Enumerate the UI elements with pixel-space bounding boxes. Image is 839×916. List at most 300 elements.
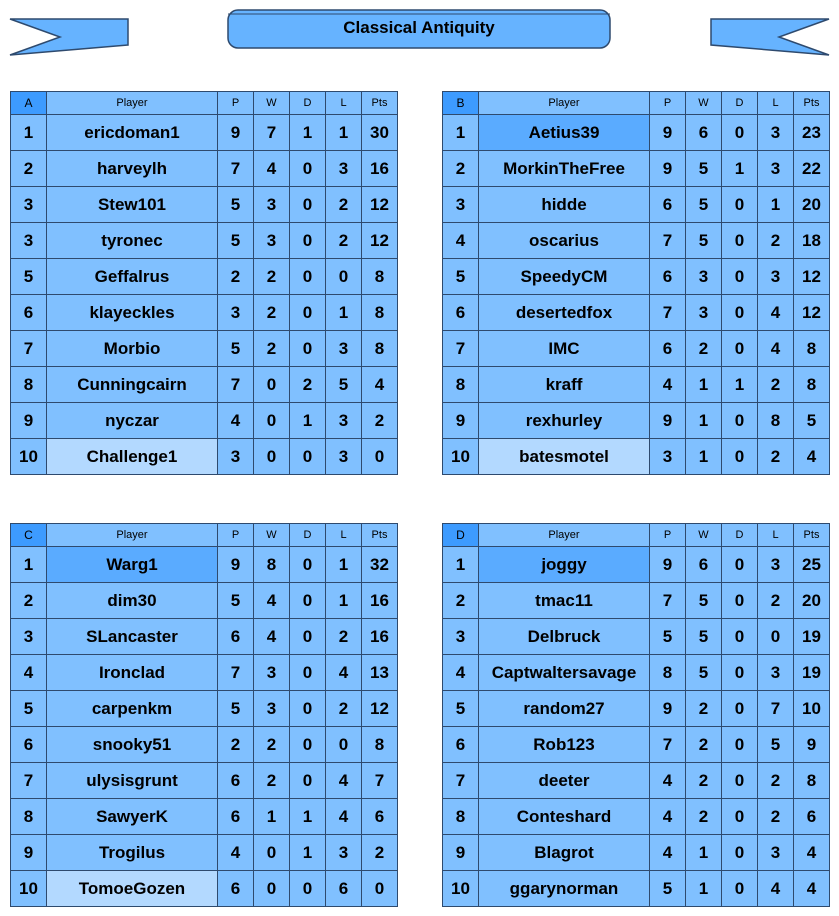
won-cell: 5 — [686, 619, 722, 655]
drawn-cell: 0 — [290, 151, 326, 187]
lost-cell: 4 — [326, 799, 362, 835]
player-name: Ironclad — [47, 655, 218, 691]
position-cell: 10 — [11, 871, 47, 907]
header-drawn: D — [722, 92, 758, 115]
lost-cell: 2 — [758, 763, 794, 799]
points-cell: 13 — [362, 655, 398, 691]
points-cell: 16 — [362, 619, 398, 655]
played-cell: 4 — [218, 835, 254, 871]
points-cell: 20 — [794, 187, 830, 223]
lost-cell: 3 — [326, 835, 362, 871]
position-cell: 4 — [443, 223, 479, 259]
table-row — [11, 655, 398, 691]
points-cell: 18 — [794, 223, 830, 259]
played-cell: 6 — [218, 619, 254, 655]
position-cell: 1 — [11, 547, 47, 583]
drawn-cell: 1 — [722, 151, 758, 187]
lost-cell: 3 — [758, 655, 794, 691]
points-cell: 12 — [794, 259, 830, 295]
drawn-cell: 0 — [722, 403, 758, 439]
drawn-cell: 1 — [290, 799, 326, 835]
position-cell: 5 — [11, 691, 47, 727]
won-cell: 4 — [254, 619, 290, 655]
header-points: Pts — [362, 524, 398, 547]
header-played: P — [650, 92, 686, 115]
header-lost: L — [326, 92, 362, 115]
group-label: A — [11, 92, 47, 115]
header-player: Player — [47, 524, 218, 547]
played-cell: 7 — [218, 367, 254, 403]
points-cell: 8 — [794, 763, 830, 799]
player-name: Cunningcairn — [47, 367, 218, 403]
position-cell: 2 — [443, 151, 479, 187]
won-cell: 2 — [686, 799, 722, 835]
played-cell: 7 — [650, 727, 686, 763]
played-cell: 5 — [218, 331, 254, 367]
lost-cell: 5 — [758, 727, 794, 763]
lost-cell: 8 — [758, 403, 794, 439]
lost-cell: 3 — [326, 151, 362, 187]
position-cell: 6 — [443, 295, 479, 331]
player-name: kraff — [479, 367, 650, 403]
table-row — [11, 619, 398, 655]
player-name: Geffalrus — [47, 259, 218, 295]
player-name: SpeedyCM — [479, 259, 650, 295]
points-cell: 4 — [794, 439, 830, 475]
won-cell: 3 — [254, 187, 290, 223]
won-cell: 2 — [686, 331, 722, 367]
header-lost: L — [326, 524, 362, 547]
won-cell: 1 — [686, 367, 722, 403]
lost-cell: 1 — [326, 115, 362, 151]
won-cell: 0 — [254, 871, 290, 907]
played-cell: 5 — [650, 871, 686, 907]
table-row — [443, 259, 830, 295]
points-cell: 8 — [794, 367, 830, 403]
player-name: hidde — [479, 187, 650, 223]
position-cell: 10 — [11, 439, 47, 475]
position-cell: 3 — [443, 187, 479, 223]
played-cell: 7 — [218, 655, 254, 691]
played-cell: 9 — [650, 547, 686, 583]
played-cell: 4 — [218, 403, 254, 439]
won-cell: 2 — [254, 763, 290, 799]
player-name: Blagrot — [479, 835, 650, 871]
position-cell: 3 — [11, 619, 47, 655]
drawn-cell: 1 — [290, 403, 326, 439]
table-row — [443, 367, 830, 403]
won-cell: 0 — [254, 367, 290, 403]
played-cell: 7 — [650, 223, 686, 259]
played-cell: 2 — [218, 259, 254, 295]
won-cell: 3 — [686, 259, 722, 295]
table-row — [443, 331, 830, 367]
position-cell: 1 — [443, 547, 479, 583]
drawn-cell: 0 — [290, 295, 326, 331]
drawn-cell: 2 — [290, 367, 326, 403]
position-cell: 7 — [11, 331, 47, 367]
points-cell: 12 — [362, 691, 398, 727]
header-points: Pts — [794, 92, 830, 115]
points-cell: 6 — [794, 799, 830, 835]
player-name: Morbio — [47, 331, 218, 367]
table-row — [443, 547, 830, 583]
position-cell: 3 — [443, 619, 479, 655]
points-cell: 8 — [362, 295, 398, 331]
header-won: W — [254, 524, 290, 547]
won-cell: 0 — [254, 439, 290, 475]
played-cell: 6 — [650, 331, 686, 367]
header-points: Pts — [362, 92, 398, 115]
won-cell: 1 — [686, 871, 722, 907]
header-drawn: D — [290, 92, 326, 115]
lost-cell: 2 — [758, 439, 794, 475]
played-cell: 9 — [650, 115, 686, 151]
table-row — [11, 547, 398, 583]
table-row — [443, 763, 830, 799]
player-name: nyczar — [47, 403, 218, 439]
position-cell: 8 — [11, 799, 47, 835]
position-cell: 3 — [11, 223, 47, 259]
won-cell: 1 — [686, 835, 722, 871]
group-label: C — [11, 524, 47, 547]
points-cell: 8 — [362, 259, 398, 295]
table-row — [11, 259, 398, 295]
played-cell: 4 — [650, 835, 686, 871]
header-player: Player — [47, 92, 218, 115]
points-cell: 12 — [362, 187, 398, 223]
player-name: Aetius39 — [479, 115, 650, 151]
lost-cell: 3 — [326, 439, 362, 475]
played-cell: 4 — [650, 799, 686, 835]
points-cell: 25 — [794, 547, 830, 583]
won-cell: 3 — [686, 295, 722, 331]
lost-cell: 0 — [758, 619, 794, 655]
position-cell: 3 — [11, 187, 47, 223]
won-cell: 1 — [686, 439, 722, 475]
won-cell: 7 — [254, 115, 290, 151]
drawn-cell: 0 — [722, 871, 758, 907]
drawn-cell: 0 — [722, 223, 758, 259]
table-row — [11, 151, 398, 187]
points-cell: 2 — [362, 403, 398, 439]
lost-cell: 2 — [758, 367, 794, 403]
position-cell: 7 — [443, 331, 479, 367]
points-cell: 16 — [362, 583, 398, 619]
player-name: Trogilus — [47, 835, 218, 871]
group-b-table — [442, 91, 830, 475]
played-cell: 6 — [650, 259, 686, 295]
points-cell: 0 — [362, 439, 398, 475]
player-name: ggarynorman — [479, 871, 650, 907]
lost-cell: 6 — [326, 871, 362, 907]
drawn-cell: 0 — [722, 763, 758, 799]
table-row — [443, 115, 830, 151]
player-name: Stew101 — [47, 187, 218, 223]
points-cell: 8 — [362, 727, 398, 763]
points-cell: 2 — [362, 835, 398, 871]
player-name: TomoeGozen — [47, 871, 218, 907]
played-cell: 3 — [218, 439, 254, 475]
drawn-cell: 0 — [722, 547, 758, 583]
table-row — [443, 835, 830, 871]
drawn-cell: 0 — [722, 835, 758, 871]
player-name: oscarius — [479, 223, 650, 259]
player-name: deeter — [479, 763, 650, 799]
header-played: P — [650, 524, 686, 547]
group-a-table — [10, 91, 398, 475]
position-cell: 6 — [443, 727, 479, 763]
table-row — [443, 187, 830, 223]
player-name: Rob123 — [479, 727, 650, 763]
won-cell: 2 — [254, 295, 290, 331]
points-cell: 8 — [794, 331, 830, 367]
drawn-cell: 1 — [290, 115, 326, 151]
table-row — [11, 187, 398, 223]
player-name: tyronec — [47, 223, 218, 259]
lost-cell: 1 — [326, 583, 362, 619]
table-row — [11, 799, 398, 835]
played-cell: 9 — [650, 403, 686, 439]
lost-cell: 2 — [326, 619, 362, 655]
header-player: Player — [479, 92, 650, 115]
player-name: ulysisgrunt — [47, 763, 218, 799]
drawn-cell: 0 — [290, 763, 326, 799]
position-cell: 7 — [11, 763, 47, 799]
played-cell: 5 — [218, 583, 254, 619]
won-cell: 2 — [254, 727, 290, 763]
won-cell: 0 — [254, 835, 290, 871]
header-won: W — [686, 92, 722, 115]
played-cell: 3 — [218, 295, 254, 331]
lost-cell: 3 — [326, 403, 362, 439]
table-row — [443, 871, 830, 907]
played-cell: 8 — [650, 655, 686, 691]
header-played: P — [218, 92, 254, 115]
player-name: Warg1 — [47, 547, 218, 583]
position-cell: 2 — [11, 151, 47, 187]
header-lost: L — [758, 524, 794, 547]
header-drawn: D — [290, 524, 326, 547]
lost-cell: 1 — [326, 295, 362, 331]
played-cell: 5 — [218, 187, 254, 223]
header-drawn: D — [722, 524, 758, 547]
points-cell: 6 — [362, 799, 398, 835]
points-cell: 7 — [362, 763, 398, 799]
played-cell: 7 — [650, 583, 686, 619]
points-cell: 12 — [794, 295, 830, 331]
played-cell: 7 — [650, 295, 686, 331]
table-row — [443, 439, 830, 475]
played-cell: 2 — [218, 727, 254, 763]
table-row — [11, 295, 398, 331]
table-row — [11, 763, 398, 799]
points-cell: 32 — [362, 547, 398, 583]
lost-cell: 3 — [758, 151, 794, 187]
won-cell: 2 — [254, 259, 290, 295]
played-cell: 9 — [650, 691, 686, 727]
points-cell: 4 — [794, 871, 830, 907]
header-player: Player — [479, 524, 650, 547]
table-row — [443, 403, 830, 439]
player-name: SLancaster — [47, 619, 218, 655]
points-cell: 19 — [794, 619, 830, 655]
header-won: W — [686, 524, 722, 547]
lost-cell: 3 — [758, 259, 794, 295]
lost-cell: 5 — [326, 367, 362, 403]
position-cell: 9 — [443, 835, 479, 871]
drawn-cell: 1 — [722, 367, 758, 403]
played-cell: 6 — [218, 871, 254, 907]
drawn-cell: 0 — [722, 727, 758, 763]
lost-cell: 2 — [326, 691, 362, 727]
table-row — [443, 151, 830, 187]
drawn-cell: 0 — [722, 439, 758, 475]
position-cell: 2 — [11, 583, 47, 619]
lost-cell: 4 — [758, 871, 794, 907]
player-name: SawyerK — [47, 799, 218, 835]
lost-cell: 2 — [326, 187, 362, 223]
group-d-table — [442, 523, 830, 907]
table-row — [11, 331, 398, 367]
table-row — [11, 871, 398, 907]
played-cell: 9 — [218, 115, 254, 151]
drawn-cell: 0 — [722, 655, 758, 691]
played-cell: 5 — [650, 619, 686, 655]
points-cell: 22 — [794, 151, 830, 187]
won-cell: 3 — [254, 655, 290, 691]
table-row — [11, 835, 398, 871]
drawn-cell: 0 — [722, 187, 758, 223]
table-row — [443, 223, 830, 259]
group-label: D — [443, 524, 479, 547]
won-cell: 3 — [254, 223, 290, 259]
table-row — [11, 727, 398, 763]
position-cell: 10 — [443, 871, 479, 907]
points-cell: 19 — [794, 655, 830, 691]
drawn-cell: 0 — [290, 583, 326, 619]
played-cell: 3 — [650, 439, 686, 475]
points-cell: 8 — [362, 331, 398, 367]
header-points: Pts — [794, 524, 830, 547]
won-cell: 5 — [686, 655, 722, 691]
player-name: Delbruck — [479, 619, 650, 655]
lost-cell: 2 — [758, 583, 794, 619]
lost-cell: 3 — [326, 331, 362, 367]
player-name: Challenge1 — [47, 439, 218, 475]
table-row — [11, 367, 398, 403]
position-cell: 4 — [11, 655, 47, 691]
drawn-cell: 0 — [290, 439, 326, 475]
drawn-cell: 0 — [290, 331, 326, 367]
won-cell: 2 — [686, 763, 722, 799]
player-name: MorkinTheFree — [479, 151, 650, 187]
won-cell: 4 — [254, 583, 290, 619]
header-played: P — [218, 524, 254, 547]
points-cell: 4 — [362, 367, 398, 403]
lost-cell: 1 — [758, 187, 794, 223]
points-cell: 9 — [794, 727, 830, 763]
position-cell: 5 — [443, 259, 479, 295]
lost-cell: 4 — [326, 655, 362, 691]
played-cell: 5 — [218, 223, 254, 259]
won-cell: 1 — [254, 799, 290, 835]
position-cell: 7 — [443, 763, 479, 799]
player-name: Captwaltersavage — [479, 655, 650, 691]
player-name: random27 — [479, 691, 650, 727]
drawn-cell: 0 — [722, 259, 758, 295]
player-name: klayeckles — [47, 295, 218, 331]
table-row — [11, 223, 398, 259]
position-cell: 8 — [443, 367, 479, 403]
drawn-cell: 0 — [290, 691, 326, 727]
lost-cell: 3 — [758, 115, 794, 151]
drawn-cell: 0 — [290, 547, 326, 583]
position-cell: 10 — [443, 439, 479, 475]
lost-cell: 1 — [326, 547, 362, 583]
drawn-cell: 0 — [722, 619, 758, 655]
table-row — [11, 439, 398, 475]
won-cell: 2 — [686, 727, 722, 763]
table-row — [443, 691, 830, 727]
points-cell: 16 — [362, 151, 398, 187]
position-cell: 8 — [443, 799, 479, 835]
position-cell: 1 — [11, 115, 47, 151]
lost-cell: 0 — [326, 259, 362, 295]
player-name: batesmotel — [479, 439, 650, 475]
played-cell: 6 — [218, 799, 254, 835]
won-cell: 5 — [686, 187, 722, 223]
table-row — [443, 583, 830, 619]
position-cell: 2 — [443, 583, 479, 619]
lost-cell: 4 — [758, 331, 794, 367]
points-cell: 12 — [362, 223, 398, 259]
position-cell: 5 — [443, 691, 479, 727]
won-cell: 3 — [254, 691, 290, 727]
won-cell: 6 — [686, 115, 722, 151]
table-row — [443, 655, 830, 691]
table-row — [11, 583, 398, 619]
drawn-cell: 0 — [290, 619, 326, 655]
lost-cell: 3 — [758, 835, 794, 871]
player-name: IMC — [479, 331, 650, 367]
table-row — [11, 691, 398, 727]
position-cell: 9 — [11, 835, 47, 871]
drawn-cell: 0 — [290, 727, 326, 763]
won-cell: 5 — [686, 583, 722, 619]
player-name: joggy — [479, 547, 650, 583]
drawn-cell: 0 — [722, 583, 758, 619]
player-name: dim30 — [47, 583, 218, 619]
player-name: harveylh — [47, 151, 218, 187]
drawn-cell: 0 — [290, 871, 326, 907]
table-row — [443, 619, 830, 655]
lost-cell: 0 — [326, 727, 362, 763]
points-cell: 5 — [794, 403, 830, 439]
won-cell: 5 — [686, 223, 722, 259]
played-cell: 9 — [650, 151, 686, 187]
played-cell: 4 — [650, 763, 686, 799]
won-cell: 5 — [686, 151, 722, 187]
played-cell: 6 — [650, 187, 686, 223]
points-cell: 4 — [794, 835, 830, 871]
player-name: desertedfox — [479, 295, 650, 331]
won-cell: 1 — [686, 403, 722, 439]
won-cell: 2 — [686, 691, 722, 727]
drawn-cell: 0 — [722, 331, 758, 367]
points-cell: 10 — [794, 691, 830, 727]
player-name: carpenkm — [47, 691, 218, 727]
